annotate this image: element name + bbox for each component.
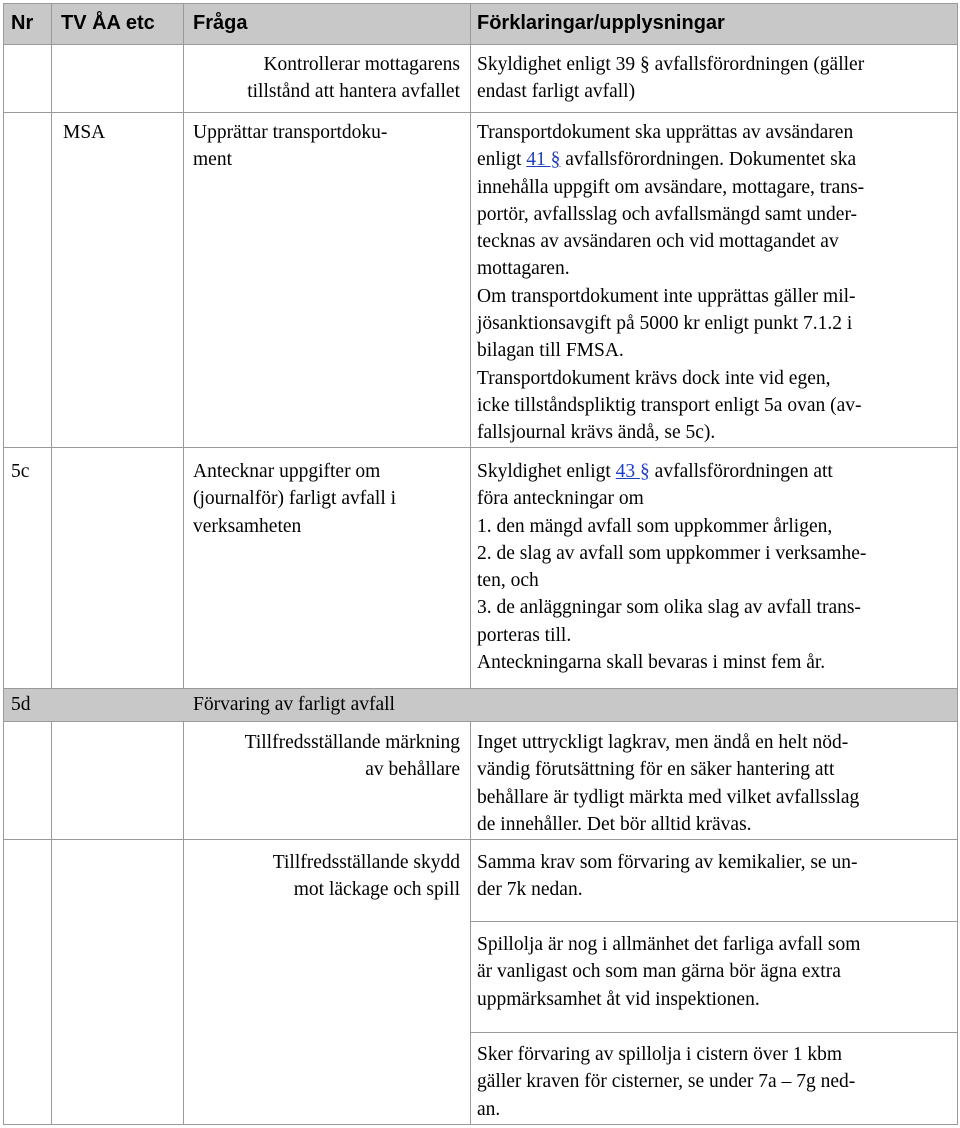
explanation-cell <box>477 1041 955 1123</box>
explanation-text: porteras till. <box>477 624 572 646</box>
explanation-cell <box>477 119 955 447</box>
explanation-text: endast farligt avfall) <box>477 81 636 103</box>
row-divider <box>3 688 958 689</box>
explanation-cell <box>477 849 955 904</box>
explanation-text: icke tillståndspliktig transport enligt 5a ovan (av- <box>477 394 862 416</box>
column-divider <box>51 44 52 688</box>
column-divider <box>51 721 52 1124</box>
question-cell <box>193 51 460 106</box>
column-divider <box>183 3 184 688</box>
header-forklaringar: Förklaringar/upplysningar <box>477 12 725 34</box>
section-title: Förvaring av farligt avfall <box>193 694 395 715</box>
table-border-right <box>957 3 958 1125</box>
header-nr: Nr <box>11 12 34 34</box>
explanation-text: tecknas av avsändaren och vid mottagandet av <box>477 231 839 253</box>
law-paragraph-link[interactable]: 41 § <box>526 149 561 171</box>
explanation-text: Anteckningarna skall bevaras i minst fem år. <box>477 652 826 674</box>
explanation-text: Skyldighet enligt 39 § avfallsförordningen (gäller <box>477 54 865 75</box>
question-cell <box>193 729 460 784</box>
table-border-left <box>3 3 4 1125</box>
text-run: avfallsförordningen. Dokumentet ska <box>560 149 857 171</box>
text-run: enligt <box>477 149 527 171</box>
question-text: mot läckage och spill <box>293 879 460 901</box>
question-text: Antecknar uppgifter om <box>193 461 381 482</box>
table-border-bottom <box>3 1124 958 1125</box>
question-text: Upprättar transportdoku- <box>193 122 388 143</box>
explanation-text: är vanligast och som man gärna bör ägna extra <box>477 961 841 983</box>
explanation-cell <box>477 729 955 838</box>
explanation-text: innehålla uppgift om avsändare, mottagare, trans- <box>477 176 865 198</box>
text-run: Skyldighet enligt <box>477 461 616 482</box>
row-divider <box>3 44 958 45</box>
explanation-cell <box>477 458 955 676</box>
explanation-text: 1. den mängd avfall som uppkommer årligen, <box>477 515 833 537</box>
explanation-text: portör, avfallsslag och avfallsmängd samt under- <box>477 203 858 225</box>
explanation-text: de innehåller. Det bör alltid krävas. <box>477 813 752 835</box>
explanation-text: fallsjournal krävs ändå, se 5c). <box>477 422 716 444</box>
row-divider <box>3 447 958 448</box>
explanation-text <box>477 458 955 485</box>
row-divider <box>3 112 958 113</box>
question-text: tillstånd att hantera avfallet <box>247 81 460 103</box>
row-divider <box>3 839 958 840</box>
law-paragraph-link[interactable]: 43 § <box>615 461 650 482</box>
explanation-text: föra anteckningar om <box>477 488 644 510</box>
question-text: Tillfredsställande märkning <box>244 732 460 753</box>
explanation-text: 2. de slag av avfall som uppkommer i verksamhe- <box>477 542 867 564</box>
explanation-text: der 7k nedan. <box>477 879 583 901</box>
question-cell <box>193 849 460 904</box>
explanation-text: jösanktionsavgift på 5000 kr enligt punkt 7.1.2 i <box>477 313 853 335</box>
text-run: avfallsförordningen att <box>649 461 833 482</box>
column-divider <box>183 721 184 1124</box>
explanation-text: uppmärksamhet åt vid inspektionen. <box>477 988 760 1010</box>
explanation-text: Spillolja är nog i allmänhet det farliga avfall som <box>477 934 861 955</box>
regulation-table <box>3 3 958 1125</box>
explanation-text: 3. de anläggningar som olika slag av avfall trans- <box>477 597 861 619</box>
explanation-cell <box>477 51 955 106</box>
question-text: Kontrollerar mottagarens <box>263 54 460 75</box>
explanation-text: Samma krav som förvaring av kemikalier, se un- <box>477 852 858 873</box>
question-text: verksamheten <box>193 515 302 537</box>
explanation-text: ten, och <box>477 570 539 592</box>
row-number: 5c <box>11 461 30 482</box>
explanation-text <box>477 146 955 173</box>
explanation-text: an. <box>477 1098 501 1120</box>
question-text: (journalför) farligt avfall i <box>193 488 397 510</box>
explanation-text: Om transportdokument inte upprättas gäller mil- <box>477 285 856 307</box>
column-divider <box>51 3 52 44</box>
row-divider <box>3 721 958 722</box>
question-text: Tillfredsställande skydd <box>272 852 460 873</box>
section-5d-background <box>3 688 958 721</box>
explanation-text: Transportdokument ska upprättas av avsändaren <box>477 122 854 143</box>
column-divider <box>470 721 471 1124</box>
header-fraga: Fråga <box>193 12 248 34</box>
question-text: av behållare <box>365 759 460 781</box>
explanation-text: Inget uttryckligt lagkrav, men ändå en helt nöd- <box>477 732 849 753</box>
explanation-text: Sker förvaring av spillolja i cistern över 1 kbm <box>477 1044 842 1065</box>
cell-divider <box>470 1032 958 1033</box>
question-cell <box>193 119 463 174</box>
question-cell <box>193 458 463 540</box>
question-text: ment <box>193 149 232 171</box>
section-number: 5d <box>11 694 31 715</box>
explanation-text: Transportdokument krävs dock inte vid egen, <box>477 367 831 389</box>
explanation-text: gäller kraven för cisterner, se under 7a – 7g ned- <box>477 1071 856 1093</box>
header-tv: TV ÅA etc <box>61 12 155 34</box>
cell-divider <box>470 921 958 922</box>
explanation-text: vändig förutsättning för en säker hantering att <box>477 759 835 781</box>
tv-code: MSA <box>63 122 106 143</box>
explanation-cell <box>477 931 955 1013</box>
explanation-text: behållare är tydligt märkta med vilket avfallsslag <box>477 786 860 808</box>
explanation-text: bilagan till FMSA. <box>477 340 624 362</box>
explanation-text: mottagaren. <box>477 258 570 280</box>
column-divider <box>470 3 471 688</box>
